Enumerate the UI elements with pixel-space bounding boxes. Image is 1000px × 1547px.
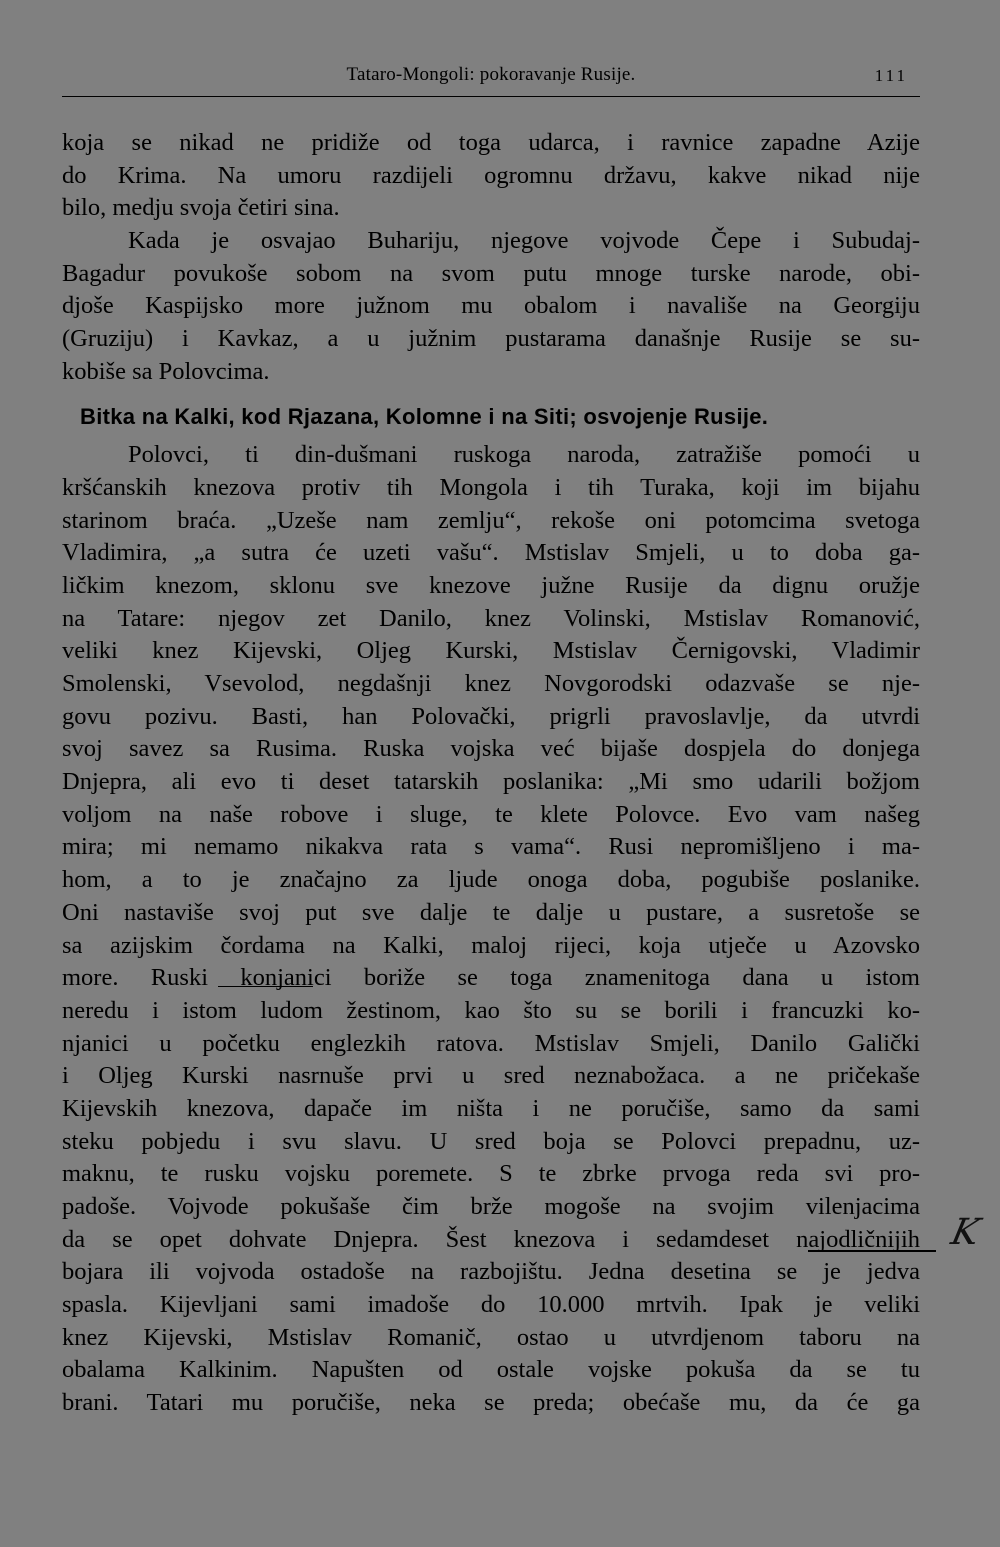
text-line: ličkim knezom, sklonu sve knezove južne Rusije da dignu oružje [62, 571, 920, 599]
text-line: Dnjepra, ali evo ti deset tatarskih poslanika: „Mi smo udarili božjom [62, 768, 920, 796]
text-line: steku pobjedu i svu slavu. U sred boja se Polovci prepadnu, uz- [62, 1127, 920, 1155]
section-heading: Bitka na Kalki, kod Rjazana, Kolomne i na Siti; osvojenje Rusije. [80, 403, 769, 429]
margin-annotation: K [947, 1212, 984, 1253]
text-line: (Gruziju) i Kavkaz, a u južnim pustarama današnje Rusije se su- [62, 325, 920, 353]
text-line: hom, a to je značajno za ljude onoga doba, pogubiše poslanike. [62, 866, 920, 894]
text-line: Oni nastaviše svoj put sve dalje te dalje u pustare, a susretoše se [62, 898, 920, 926]
text-line: govu pozivu. Basti, han Polovački, prigrli pravoslavlje, da utvrdi [62, 702, 920, 730]
text-line: Kijevskih knezova, dapače im ništa i ne poručiše, samo da sami [62, 1094, 920, 1122]
text-line: starinom braća. „Uzeše nam zemlju“, rekoše oni potomcima svetoga [62, 506, 920, 534]
text-line: bojara ili vojvoda ostadoše na razbojištu. Jedna desetina se je jedva [62, 1258, 920, 1286]
paragraph-1 [62, 127, 920, 225]
body-text [62, 127, 920, 1420]
text-line: djoše Kaspijsko more južnom mu obalom i navališe na Georgiju [62, 292, 920, 320]
paragraph-3 [62, 439, 920, 1420]
text-line: njanici u početku englezkih ratova. Mstislav Smjeli, Danilo Galički [62, 1029, 920, 1057]
text-line: Vladimira, „a sutra će uzeti vašu“. Mstislav Smjeli, u to doba ga- [62, 539, 920, 567]
text-line: do Krima. Na umoru razdijeli ogromnu državu, kakve nikad nije [62, 161, 920, 189]
text-line: na Tatare: njegov zet Danilo, knez Volinski, Mstislav Romanović, [62, 604, 920, 632]
text-line: spasla. Kijevljani sami imadoše do 10.000 mrtvih. Ipak je veliki [62, 1291, 920, 1319]
text-line: kobiše sa Polovcima. [62, 357, 270, 385]
text-line: Smolenski, Vsevolod, negdašnji knez Novgorodski odazvaše se nje- [62, 670, 920, 697]
text-line: more. Ruski konjanici boriže se toga znamenitoga dana u istom [62, 964, 920, 992]
text-line: veliki knez Kijevski, Oljeg Kurski, Mstislav Černigovski, Vladimir [62, 637, 920, 665]
text-line: mira; mi nemamo nikakva rata s vama“. Rusi nepromišljeno i ma- [62, 833, 920, 861]
text-line: da se opet dohvate Dnjepra. Šest knezova i sedamdeset najodličnijih [62, 1225, 920, 1253]
text-line: bilo, medju svoja četiri sina. [62, 194, 340, 222]
text-line: kršćanskih knezova protiv tih Mongola i tih Turaka, koji im bijahu [62, 473, 920, 501]
text-line: voljom na naše robove i sluge, te klete Polovce. Evo vam našeg [62, 800, 920, 828]
text-line: maknu, te rusku vojsku poremete. S te zbrke prvoga reda svi pro- [62, 1160, 920, 1188]
text-line: Bagadur povukoše sobom na svom putu mnoge turske narode, obi- [62, 259, 920, 287]
text-line: obalama Kalkinim. Napušten od ostale vojske pokuša da se tu [62, 1356, 920, 1384]
page-header [62, 62, 920, 97]
text-line: i Oljeg Kurski nasrnuše prvi u sred neznabožaca. a ne pričekaše [62, 1062, 920, 1090]
text-line: knez Kijevski, Mstislav Romanič, ostao u utvrdjenom taboru na [62, 1323, 920, 1351]
handwritten-underline [218, 986, 313, 987]
running-title: Tataro-Mongoli: pokoravanje Rusije. [346, 64, 636, 85]
text-line: neredu i istom ludom žestinom, kao što su se borili i francuzki ko- [62, 996, 920, 1024]
text-line: svoj savez sa Rusima. Ruska vojska već bijaše dospjela do donjega [62, 735, 920, 763]
handwritten-underline [808, 1250, 936, 1252]
text-line: Polovci, ti din-dušmani ruskoga naroda, zatražiše pomoći u [128, 441, 920, 469]
text-line: brani. Tatari mu poručiše, neka se preda; obećaše mu, da će ga [62, 1389, 920, 1417]
text-line: sa azijskim čordama na Kalki, maloj rijeci, koja utječe u Azovsko [62, 931, 920, 959]
paragraph-2 [62, 225, 920, 388]
text-line: padoše. Vojvode pokušaše čim brže mogoše na svojim vilenjacima [62, 1193, 920, 1220]
text-line: koja se nikad ne pridiže od toga udarca, i ravnice zapadne Azije [62, 129, 920, 156]
text-line: Kada je osvajao Buhariju, njegove vojvode Čepe i Subudaj- [128, 227, 920, 255]
page-number: 111 [874, 66, 908, 85]
